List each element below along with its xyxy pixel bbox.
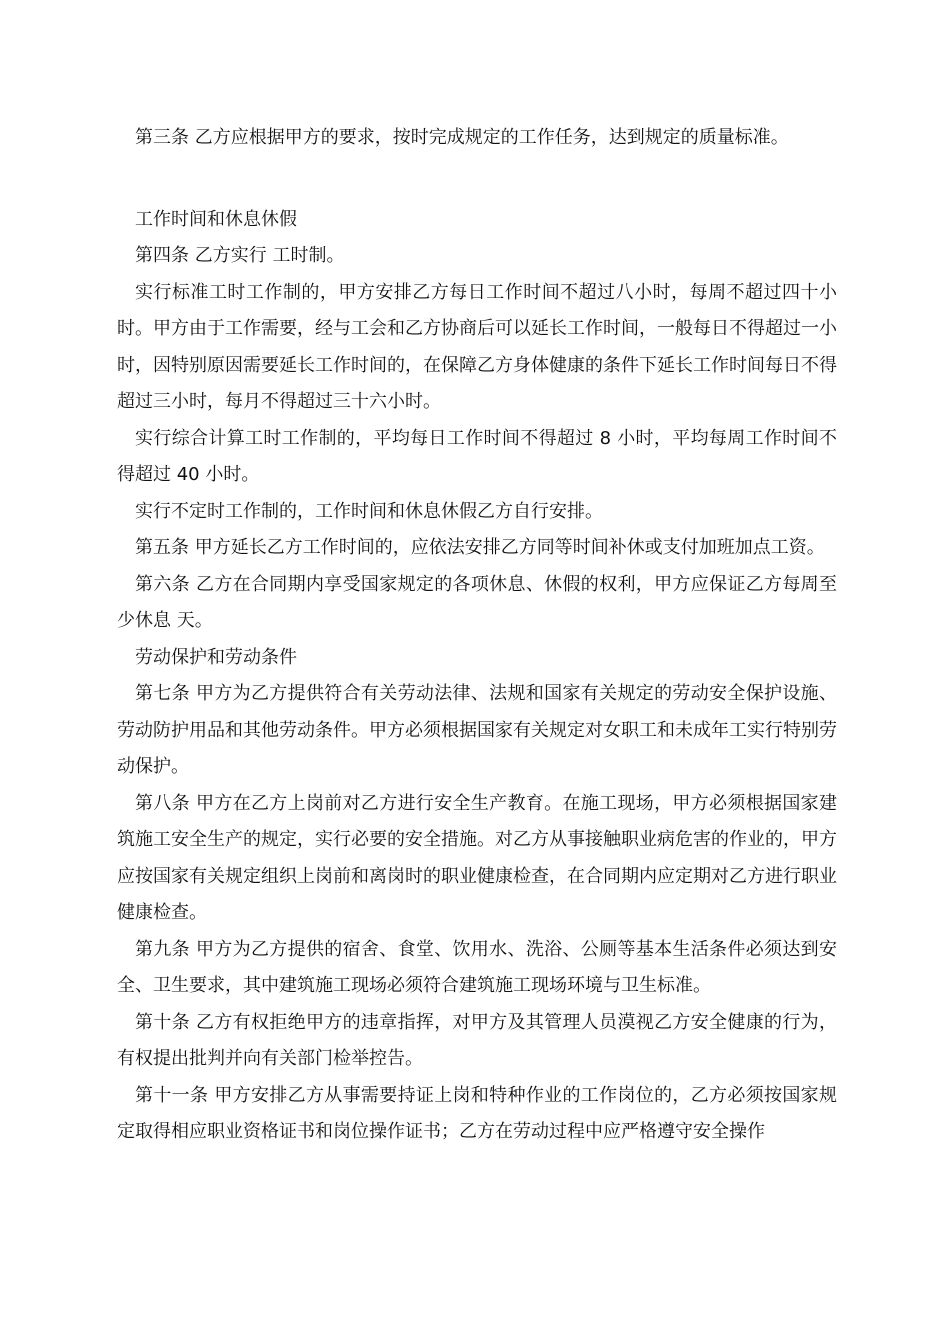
- article-4: 第四条 乙方实行 工时制。: [135, 245, 345, 266]
- article-10: 第十条 乙方有权拒绝甲方的违章指挥，对甲方及其管理人员漠视乙方安全健康的行为，有权提出批判并向有关部门检举控告。: [117, 1011, 837, 1069]
- article-3: 第三条 乙方应根据甲方的要求，按时完成规定的工作任务，达到规定的质量标准。: [135, 127, 789, 148]
- article-6: 第六条 乙方在合同期内享受国家规定的各项休息、休假的权利，甲方应保证乙方每周至少休息 天。: [117, 573, 837, 631]
- section-heading-work-hours: 工作时间和休息休假: [135, 208, 297, 230]
- flexible-hours-paragraph: 实行不定时工作制的，工作时间和休息休假乙方自行安排。: [135, 500, 603, 522]
- comprehensive-hours-paragraph: 实行综合计算工时工作制的，平均每日工作时间不得超过 8 小时，平均每周工作时间不得超过 40 小时。: [117, 427, 837, 485]
- paragraph-spacer: [117, 157, 837, 202]
- standard-hours-paragraph: 实行标准工时工作制的，甲方安排乙方每日工作时间不超过八小时，每周不超过四十小时。甲方由于工作需要，经与工会和乙方协商后可以延长工作时间，一般每日不得超过一小时，因特别原因需要延长工作时间的，在保障乙方身体健康的条件下延长工作时间每日不得超过三小时，每月不得超过三十六小时。: [117, 281, 837, 412]
- article-7: 第七条 甲方为乙方提供符合有关劳动法律、法规和国家有关规定的劳动安全保护设施、劳动防护用品和其他劳动条件。甲方必须根据国家有关规定对女职工和未成年工实行特别劳动保护。: [117, 683, 837, 777]
- article-9: 第九条 甲方为乙方提供的宿舍、食堂、饮用水、洗浴、公厕等基本生活条件必须达到安全、卫生要求，其中建筑施工现场必须符合建筑施工现场环境与卫生标准。: [117, 938, 837, 996]
- article-11: 第十一条 甲方安排乙方从事需要持证上岗和特种作业的工作岗位的，乙方必须按国家规定取得相应职业资格证书和岗位操作证书；乙方在劳动过程中应严格遵守安全操作: [117, 1084, 837, 1142]
- document-body: [117, 120, 837, 1151]
- article-5: 第五条 甲方延长乙方工作时间的，应依法安排乙方同等时间补休或支付加班加点工资。: [135, 537, 825, 558]
- section-heading-labor-protection: 劳动保护和劳动条件: [135, 646, 297, 668]
- article-8: 第八条 甲方在乙方上岗前对乙方进行安全生产教育。在施工现场，甲方必须根据国家建筑施工安全生产的规定，实行必要的安全措施。对乙方从事接触职业病危害的作业的，甲方应按国家有关规定组织上岗前和离岗时的职业健康检查，在合同期内应定期对乙方进行职业健康检查。: [117, 792, 837, 923]
